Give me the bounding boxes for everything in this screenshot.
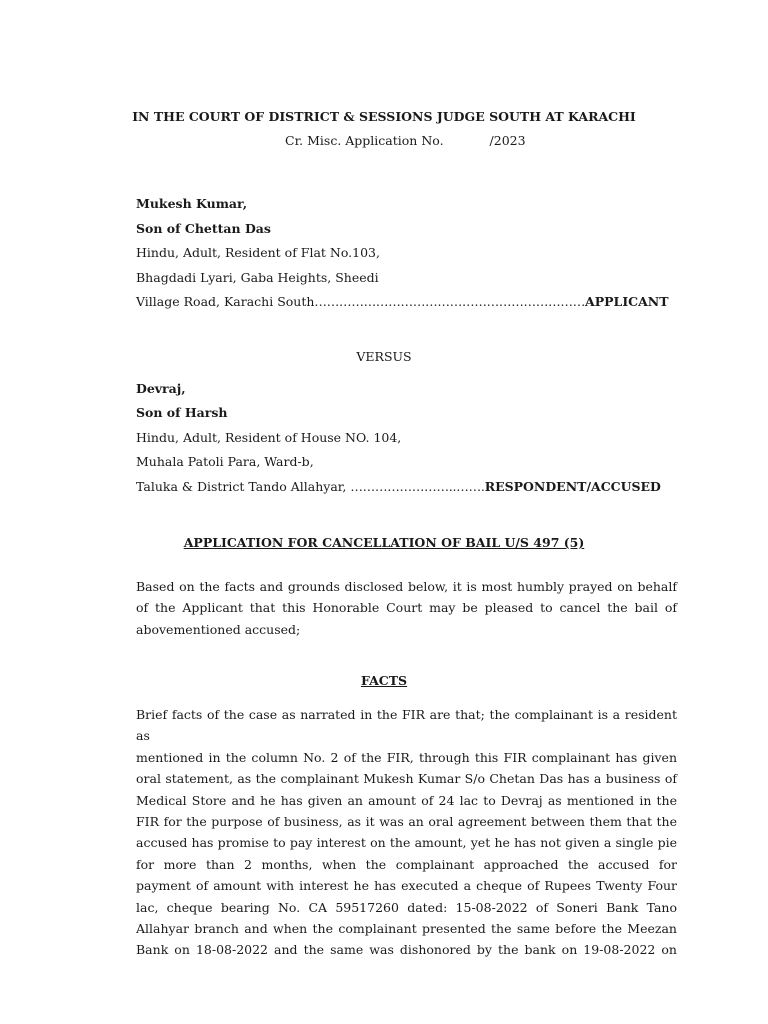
facts-heading: FACTS [360, 673, 408, 688]
case-number-year: /2023 [489, 133, 526, 148]
respondent-dots: ……………………..……. [350, 479, 485, 494]
facts-line: Brief facts of the case as narrated in the FIR are that; the complainant is a resident as [136, 707, 677, 744]
facts-line: Bank on 18-08-2022 and the same was dishonored by the bank on 19-08-2022 on [136, 942, 677, 958]
facts-line: payment of amount with interest he has executed a cheque of Rupees Twenty Four [136, 878, 677, 894]
facts-line: mentioned in the column No. 2 of the FIR, through this FIR complainant has given [136, 749, 677, 765]
prayer-paragraph [136, 576, 677, 640]
respondent-name: Devraj, [136, 381, 186, 396]
respondent-address-3-text: Taluka & District Tando Allahyar, [136, 479, 351, 494]
facts-line: Medical Store and he has given an amount of 24 lac to Devraj as mentioned in the [136, 792, 677, 808]
applicant-address-1: Hindu, Adult, Resident of Flat No.103, [136, 245, 380, 260]
prayer-line: of the Applicant that this Honorable Court may be pleased to cancel the bail of [136, 600, 677, 616]
prayer-line: abovementioned accused; [136, 621, 301, 637]
application-title: APPLICATION FOR CANCELLATION OF BAIL U/S 497 (5) [183, 535, 585, 550]
respondent-address-3 [136, 479, 661, 495]
applicant-dots: ………………………………………………………… [314, 294, 586, 309]
applicant-address-3 [136, 294, 669, 310]
applicant-role: APPLICANT [585, 294, 669, 309]
facts-paragraph [136, 704, 677, 961]
case-number [285, 133, 526, 149]
applicant-name: Mukesh Kumar, [136, 196, 248, 211]
respondent-address-1: Hindu, Adult, Resident of House NO. 104, [136, 430, 402, 445]
facts-line: oral statement, as the complainant Mukesh Kumar S/o Chetan Das has a business of [136, 771, 677, 787]
respondent-father: Son of Harsh [136, 405, 228, 420]
facts-line: accused has promise to pay interest on the amount, yet he has not given a single pie [136, 835, 677, 851]
versus-label: VERSUS [356, 349, 412, 364]
applicant-address-3-text: Village Road, Karachi South [136, 294, 315, 309]
applicant-address-2: Bhagdadi Lyari, Gaba Heights, Sheedi [136, 270, 379, 285]
facts-line: lac, cheque bearing No. CA 59517260 dated: 15-08-2022 of Soneri Bank Tano [136, 899, 677, 915]
facts-line: for more than 2 months, when the complainant approached the accused for [136, 856, 677, 872]
respondent-role: RESPONDENT/ACCUSED [484, 479, 661, 494]
facts-line: FIR for the purpose of business, as it was an oral agreement between them that the [136, 814, 677, 830]
applicant-father: Son of Chettan Das [136, 221, 271, 236]
respondent-address-2: Muhala Patoli Para, Ward-b, [136, 454, 314, 469]
court-title: IN THE COURT OF DISTRICT & SESSIONS JUDGE SOUTH AT KARACHI [132, 109, 636, 124]
facts-line: Allahyar branch and when the complainant presented the same before the Meezan [136, 921, 677, 937]
case-number-prefix: Cr. Misc. Application No. [285, 133, 444, 148]
prayer-line: Based on the facts and grounds disclosed below, it is most humbly prayed on behalf [136, 579, 677, 594]
